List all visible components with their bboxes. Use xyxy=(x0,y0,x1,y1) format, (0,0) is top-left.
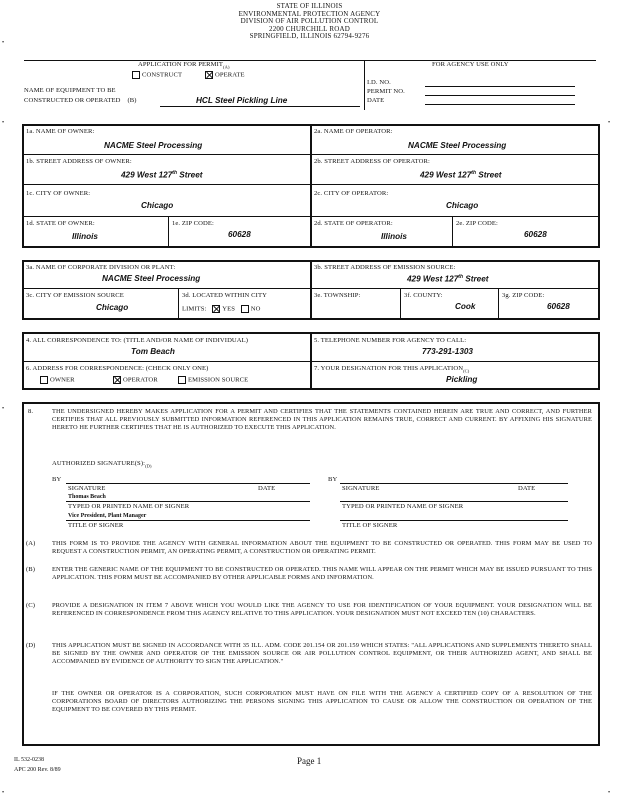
id-no-label: I.D. NO. xyxy=(367,79,391,86)
owner-state-value[interactable]: Illinois xyxy=(72,232,98,241)
operator-city-value[interactable]: Chicago xyxy=(446,201,479,210)
form-revision: APC 200 Rev. 8/89 xyxy=(14,767,61,773)
permit-no-label: PERMIT NO. xyxy=(367,88,405,95)
header-address: 2200 CHURCHILL ROAD xyxy=(269,24,350,33)
operator-zip-value[interactable]: 60628 xyxy=(524,230,547,239)
owner-state-label: 1d. STATE OF OWNER: xyxy=(26,220,95,227)
operator-state-value[interactable]: Illinois xyxy=(381,232,407,241)
operator-street-value[interactable]: 429 West 127th Street xyxy=(420,170,502,180)
edge-mark: • xyxy=(2,120,5,126)
equipment-label-1: NAME OF EQUIPMENT TO BE xyxy=(24,87,116,94)
operator-state-label: 2d. STATE OF OPERATOR: xyxy=(314,220,393,227)
operate-checkbox[interactable] xyxy=(205,71,213,79)
owner-city-label: 1c. CITY OF OWNER: xyxy=(26,190,91,197)
corporation-note: IF THE OWNER OR OPERATOR IS A CORPORATION, SUCH CORPORATION MUST HAVE ON FILE WITH THE AGENCY A CERTIFIED COPY OF A RESOLUTION OF THE CORPORATIONS BOARD OF DIRECTORS AUTHORIZING THE PERSONS SIGNING THIS APPLICATION TO CAUSE OR ALLOW THE CONSTRUCTION OR OPERATION OF THE EQUIPMENT TO BE COVERED BY THIS PERMIT. xyxy=(52,690,592,714)
header-agency: ENVIRONMENTAL PROTECTION AGENCY xyxy=(238,9,381,18)
header-city: SPRINGFIELD, ILLINOIS 62794-9276 xyxy=(249,32,370,40)
edge-mark: • xyxy=(608,790,611,796)
source-city-label: 3c. CITY OF EMISSION SOURCE xyxy=(26,292,124,299)
designation-label: 7. YOUR DESIGNATION FOR THIS $APPLICATION_{(C)}$ xyxy=(314,365,470,374)
header-state: STATE OF ILLINOIS xyxy=(276,2,343,10)
owner-name-value[interactable]: NACME Steel Processing xyxy=(104,141,203,150)
note-a-text: THIS FORM IS TO PROVIDE THE AGENCY WITH GENERAL INFORMATION ABOUT THE EQUIPMENT TO BE CONSTRUCTED OR OPERATED. THIS FORM MAY BE USED TO REQUEST A CONSTRUCTION PERMIT, AN OPERATING PERMIT, A CONSTRUCTION OR OPERATING PERMIT. xyxy=(52,540,592,556)
page-number: Page 1 xyxy=(297,756,322,766)
address-owner-checkbox[interactable] xyxy=(40,376,48,384)
township-label: 3e. TOWNSHIP: xyxy=(314,292,361,299)
owner-street-value[interactable]: 429 West 127th Street xyxy=(121,170,203,180)
authorized-signatures-label: AUTHORIZED $SIGNATURE(S):_{(D)}$ xyxy=(52,460,152,469)
county-value[interactable]: Cook xyxy=(455,302,476,311)
operator-name-label: 2a. NAME OF OPERATOR: xyxy=(314,128,393,135)
address-operator-checkbox[interactable] xyxy=(113,376,121,384)
certification-text: THE UNDERSIGNED HEREBY MAKES APPLICATION FOR A PERMIT AND CERTIFIES THAT THE STATEMENTS CONTAINED HEREIN ARE TRUE AND CORRECT, AND FURTHER CERTIFIES THAT ALL PREVIOUSLY SUBMITTED INFORMATION REFERENCED IN THIS APPLICATION REMAINS TRUE, CORRECT AND CURRENT. BY AFFIXING HIS SIGNATURE HERETO HE FURTHER CERTIFIES THAT HE IS AUTHORIZED TO EXECUTE THIS APPLICATION. xyxy=(52,408,592,432)
note-c-text: PROVIDE A DESIGNATION IN ITEM 7 ABOVE WHICH YOU WOULD LIKE THE AGENCY TO USE FOR IDENTIFICATION OF YOUR EQUIPMENT. YOUR DESIGNATION WILL BE REFERENCED IN CORRESPONDENCE FROM THIS AGENCY RELATIVE TO THIS APPLICATION. YOUR DESIGNATION MUST NOT EXCEED TEN (10) CHARACTERS. xyxy=(52,602,592,618)
construct-option[interactable]: CONSTRUCT xyxy=(132,71,182,79)
title-label-left: TITLE OF SIGNER xyxy=(68,522,124,529)
address-emission-checkbox[interactable] xyxy=(178,376,186,384)
source-street-value[interactable]: 429 West 127th Street xyxy=(407,274,489,284)
correspondence-to-value[interactable]: Tom Beach xyxy=(131,347,175,356)
signature-label-right: SIGNATURE xyxy=(342,485,380,492)
edge-mark: • xyxy=(2,790,5,796)
owner-city-value[interactable]: Chicago xyxy=(141,201,174,210)
division-value[interactable]: NACME Steel Processing xyxy=(102,274,201,283)
within-city-label: 3d. LOCATED WITHIN CITY xyxy=(182,292,267,299)
application-title: APPLICATION FOR $PERMIT_{(A)}$ xyxy=(138,61,230,70)
address-emission-option[interactable]: EMISSION SOURCE xyxy=(178,376,248,384)
source-zip-value[interactable]: 60628 xyxy=(547,302,570,311)
designation-value[interactable]: Pickling xyxy=(446,375,478,384)
typed-name-label-right: TYPED OR PRINTED NAME OF SIGNER xyxy=(342,503,464,510)
signer-title-value[interactable]: Vice President, Plant Manager xyxy=(68,513,147,519)
source-zip-label: 3g. ZIP CODE: xyxy=(502,292,545,299)
operate-option[interactable]: OPERATE xyxy=(205,71,245,79)
source-city-value[interactable]: Chicago xyxy=(96,303,129,312)
equipment-name-value[interactable]: HCL Steel Pickling Line xyxy=(196,96,288,105)
operator-name-value[interactable]: NACME Steel Processing xyxy=(408,141,507,150)
note-d-text: THIS APPLICATION MUST BE SIGNED IN ACCORDANCE WITH 35 ILL. ADM. CODE 201.154 OR 201.159 WHICH STATES: "ALL APPLICATIONS AND SUPPLEMENTS THERETO SHALL BE SIGNED BY THE OWNER AND OPERATOR OF THE EMISSION SOURCE OR AIR POLLUTION CONTROL EQUIPMENT, OR THEIR AUTHORIZED AGENT, AND SHALL BE ACCOMPANIED BY EVIDENCE OF AUTHORITY TO SIGN THE APPLICATION." xyxy=(52,642,592,666)
owner-zip-label: 1e. ZIP CODE: xyxy=(172,220,214,227)
title-label-right: TITLE OF SIGNER xyxy=(342,522,398,529)
division-label: 3a. NAME OF CORPORATE DIVISION OR PLANT: xyxy=(26,264,176,271)
owner-name-label: 1a. NAME OF OWNER: xyxy=(26,128,95,135)
signer-name-value[interactable]: Thomas Beach xyxy=(68,494,106,500)
agency-use-title: FOR AGENCY USE ONLY xyxy=(432,61,509,68)
within-city-limits: LIMITS: YES NO xyxy=(182,305,261,313)
address-owner-option[interactable]: OWNER xyxy=(40,376,75,384)
address-for-label: 6. ADDRESS FOR CORRESPONDENCE: (CHECK ONLY ONE) xyxy=(26,365,209,372)
phone-value[interactable]: 773-291-1303 xyxy=(422,347,473,356)
note-a-mark: (A) xyxy=(26,540,36,547)
typed-name-label-left: TYPED OR PRINTED NAME OF SIGNER xyxy=(68,503,190,510)
edge-mark: • xyxy=(2,406,5,412)
date-label-left: DATE xyxy=(258,485,276,492)
agency-header xyxy=(0,3,619,41)
operator-city-label: 2c. CITY OF OPERATOR: xyxy=(314,190,389,197)
edge-mark: • xyxy=(2,40,5,46)
owner-street-label: 1b. STREET ADDRESS OF OWNER: xyxy=(26,158,132,165)
by-label-right: BY xyxy=(328,476,338,483)
certification-number: 8. xyxy=(28,408,34,415)
by-label-left: BY xyxy=(52,476,62,483)
within-yes-checkbox[interactable] xyxy=(212,305,220,313)
note-b-mark: (B) xyxy=(26,566,36,573)
operator-zip-label: 2e. ZIP CODE: xyxy=(456,220,498,227)
note-b-text: ENTER THE GENERIC NAME OF THE EQUIPMENT TO BE CONSTRUCTED OR OPERATED. THIS NAME WILL APPEAR ON THE PERMIT WHICH MAY BE ISSUED PURSUANT TO THIS APPLICATION. THIS FORM MUST BE ACCOMPANIED BY OTHER APPLICABLE FORMS AND INFORMATION. xyxy=(52,566,592,582)
agency-date-label: DATE xyxy=(367,97,385,104)
owner-zip-value[interactable]: 60628 xyxy=(228,230,251,239)
form-id: IL 532-0238 xyxy=(14,757,44,763)
signature-label-left: SIGNATURE xyxy=(68,485,106,492)
equipment-label-2: CONSTRUCTED OR OPERATED (B) xyxy=(24,97,137,104)
header-division: DIVISION OF AIR POLLUTION CONTROL xyxy=(240,17,379,25)
note-c-mark: (C) xyxy=(26,602,36,609)
operator-street-label: 2b. STREET ADDRESS OF OPERATOR: xyxy=(314,158,430,165)
county-label: 3f. COUNTY: xyxy=(404,292,443,299)
edge-mark: • xyxy=(608,120,611,126)
construct-checkbox[interactable] xyxy=(132,71,140,79)
source-street-label: 3b. STREET ADDRESS OF EMISSION SOURCE: xyxy=(314,264,456,271)
within-no-checkbox[interactable] xyxy=(241,305,249,313)
address-operator-option[interactable]: OPERATOR xyxy=(113,376,158,384)
phone-label: 5. TELEPHONE NUMBER FOR AGENCY TO CALL: xyxy=(314,337,467,344)
note-d-mark: (D) xyxy=(26,642,36,649)
correspondence-to-label: 4. ALL CORRESPONDENCE TO: (TITLE AND/OR NAME OF INDIVIDUAL) xyxy=(26,337,249,344)
date-label-right: DATE xyxy=(518,485,536,492)
